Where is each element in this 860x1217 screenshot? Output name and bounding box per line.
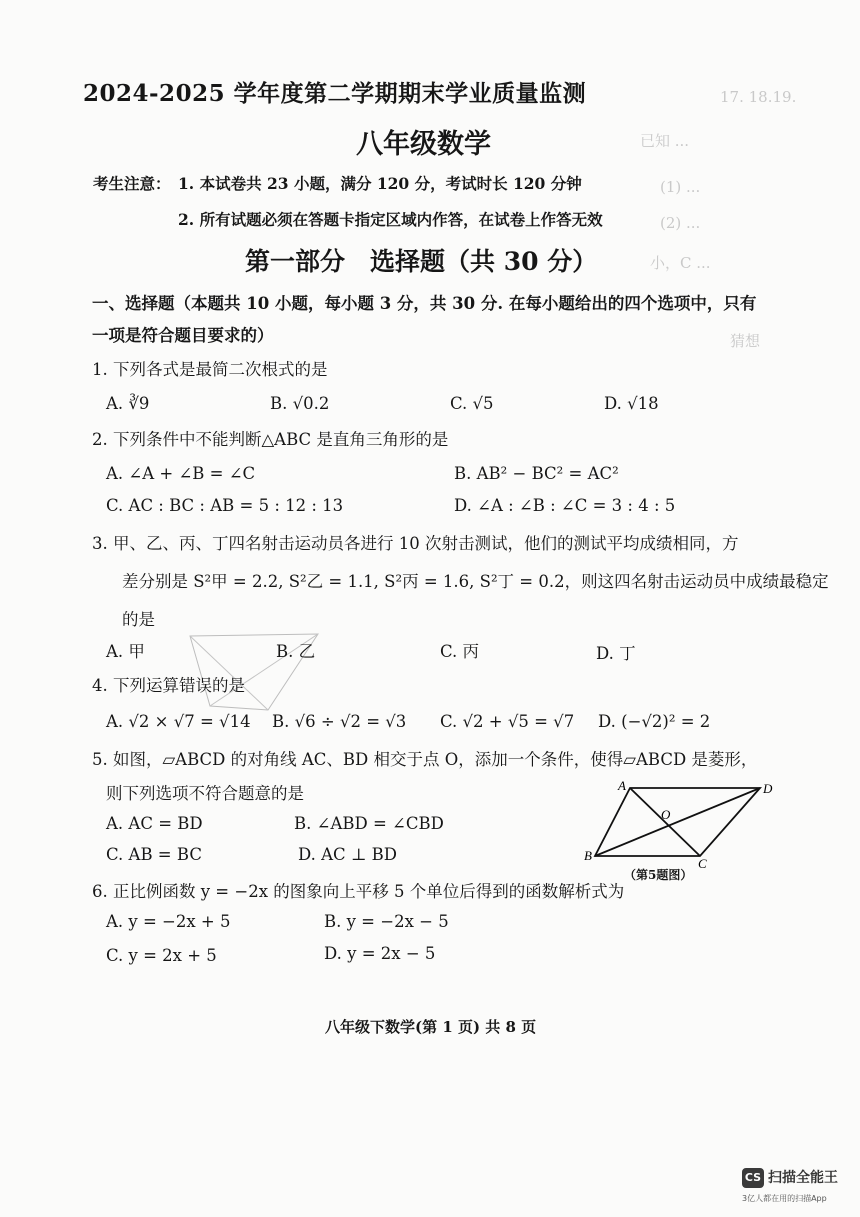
bleed-through-text: 17. 18.19. [720,88,797,106]
q2-option-b: B. AB² − BC² = AC² [454,464,619,483]
q4-option-c: C. √2 + √5 = √7 [440,712,575,731]
bleed-through-text: 猜想 [730,332,761,350]
scanner-app-name: 扫描全能王 [768,1170,838,1186]
q1-option-c: C. √5 [450,394,494,413]
q2-option-d: D. ∠A : ∠B : ∠C = 3 : 4 : 5 [454,496,676,515]
bleed-through-text: (1) ... [660,178,701,196]
bleed-through-text: (2) ... [660,214,701,232]
scanner-app-tagline: 3亿人都在用的扫描App [742,1194,827,1203]
bleed-through-text: 已知 ... [640,132,690,150]
question-6-stem: 6. 正比例函数 y = −2x 的图象向上平移 5 个单位后得到的函数解析式为 [92,882,625,901]
notice-line-1: 1. 本试卷共 23 小题，满分 120 分，考试时长 120 分钟 [178,174,582,193]
bleed-through-text: 小，C ... [650,254,711,272]
page-footer: 八年级下数学(第 1 页) 共 8 页 [325,1018,537,1036]
question-1-stem: 1. 下列各式是最简二次根式的是 [92,360,328,379]
q6-option-d: D. y = 2x − 5 [324,944,436,963]
q2-option-a: A. ∠A + ∠B = ∠C [106,464,256,483]
vertex-label-d: D [763,781,773,796]
notice-line-2: 2. 所有试题必须在答题卡指定区域内作答，在试卷上作答无效 [178,210,603,229]
question-5-stem-cont: 则下列选项不符合题意的是 [106,784,304,803]
question-2-stem: 2. 下列条件中不能判断△ABC 是直角三角形的是 [92,430,449,449]
q4-option-b: B. √6 ÷ √2 = √3 [272,712,407,731]
q5-option-d: D. AC ⊥ BD [298,845,398,864]
q5-option-c: C. AB = BC [106,845,202,864]
q4-option-a: A. √2 × √7 = √14 [106,712,251,731]
q6-option-c: C. y = 2x + 5 [106,946,217,965]
q3-option-c: C. 丙 [440,642,480,661]
section-instruction-cont: 一项是符合题目要求的） [92,326,274,345]
question-3-stem-cont: 差分别是 S²甲 = 2.2, S²乙 = 1.1, S²丙 = 1.6, S²丁 = 0.2，则这四名射击运动员中成绩最稳定 [122,572,829,591]
question-5-stem: 5. 如图，▱ABCD 的对角线 AC、BD 相交于点 O，添加一个条件，使得▱ABCD 是菱形， [92,750,758,769]
q5-option-a: A. AC = BD [106,814,203,833]
vertex-label-b: B [584,848,592,863]
q1-option-b: B. √0.2 [270,394,330,413]
exam-subtitle: 八年级数学 [356,129,491,160]
question-3-stem-end: 的是 [122,610,155,629]
scanner-logo-icon: CS [742,1168,764,1188]
exam-title: 2024-2025 学年度第二学期期末学业质量监测 [83,80,587,107]
q6-option-b: B. y = −2x − 5 [324,912,449,931]
diagonal-bd [595,788,760,856]
diagonal-ac [630,788,700,856]
vertex-label-c: C [698,856,707,870]
q4-option-d: D. (−√2)² = 2 [598,712,711,731]
figure-q5-caption: （第5题图） [624,868,693,882]
question-4-stem: 4. 下列运算错误的是 [92,676,245,695]
q2-option-c: C. AC : BC : AB = 5 : 12 : 13 [106,496,344,515]
question-3-stem: 3. 甲、乙、丙、丁四名射击运动员各进行 10 次射击测试，他们的测试平均成绩相同，方 [92,534,739,553]
q3-option-b: B. 乙 [276,642,316,661]
q5-option-b: B. ∠ABD = ∠CBD [294,814,444,833]
vertex-label-a: A [618,778,626,793]
q1-option-d: D. √18 [604,394,659,413]
figure-q5-parallelogram [580,778,780,870]
q3-option-a: A. 甲 [106,642,145,661]
center-label-o: O [661,807,671,822]
q3-option-d: D. 丁 [596,644,636,663]
section-instruction: 一、选择题（本题共 10 小题，每小题 3 分，共 30 分. 在每小题给出的四个选项中，只有 [92,294,757,313]
part-title: 第一部分 选择题（共 30 分） [245,247,598,276]
q1-option-a: A. ∛9 [106,394,150,413]
q6-option-a: A. y = −2x + 5 [106,912,231,931]
notice-label: 考生注意： [93,174,171,193]
